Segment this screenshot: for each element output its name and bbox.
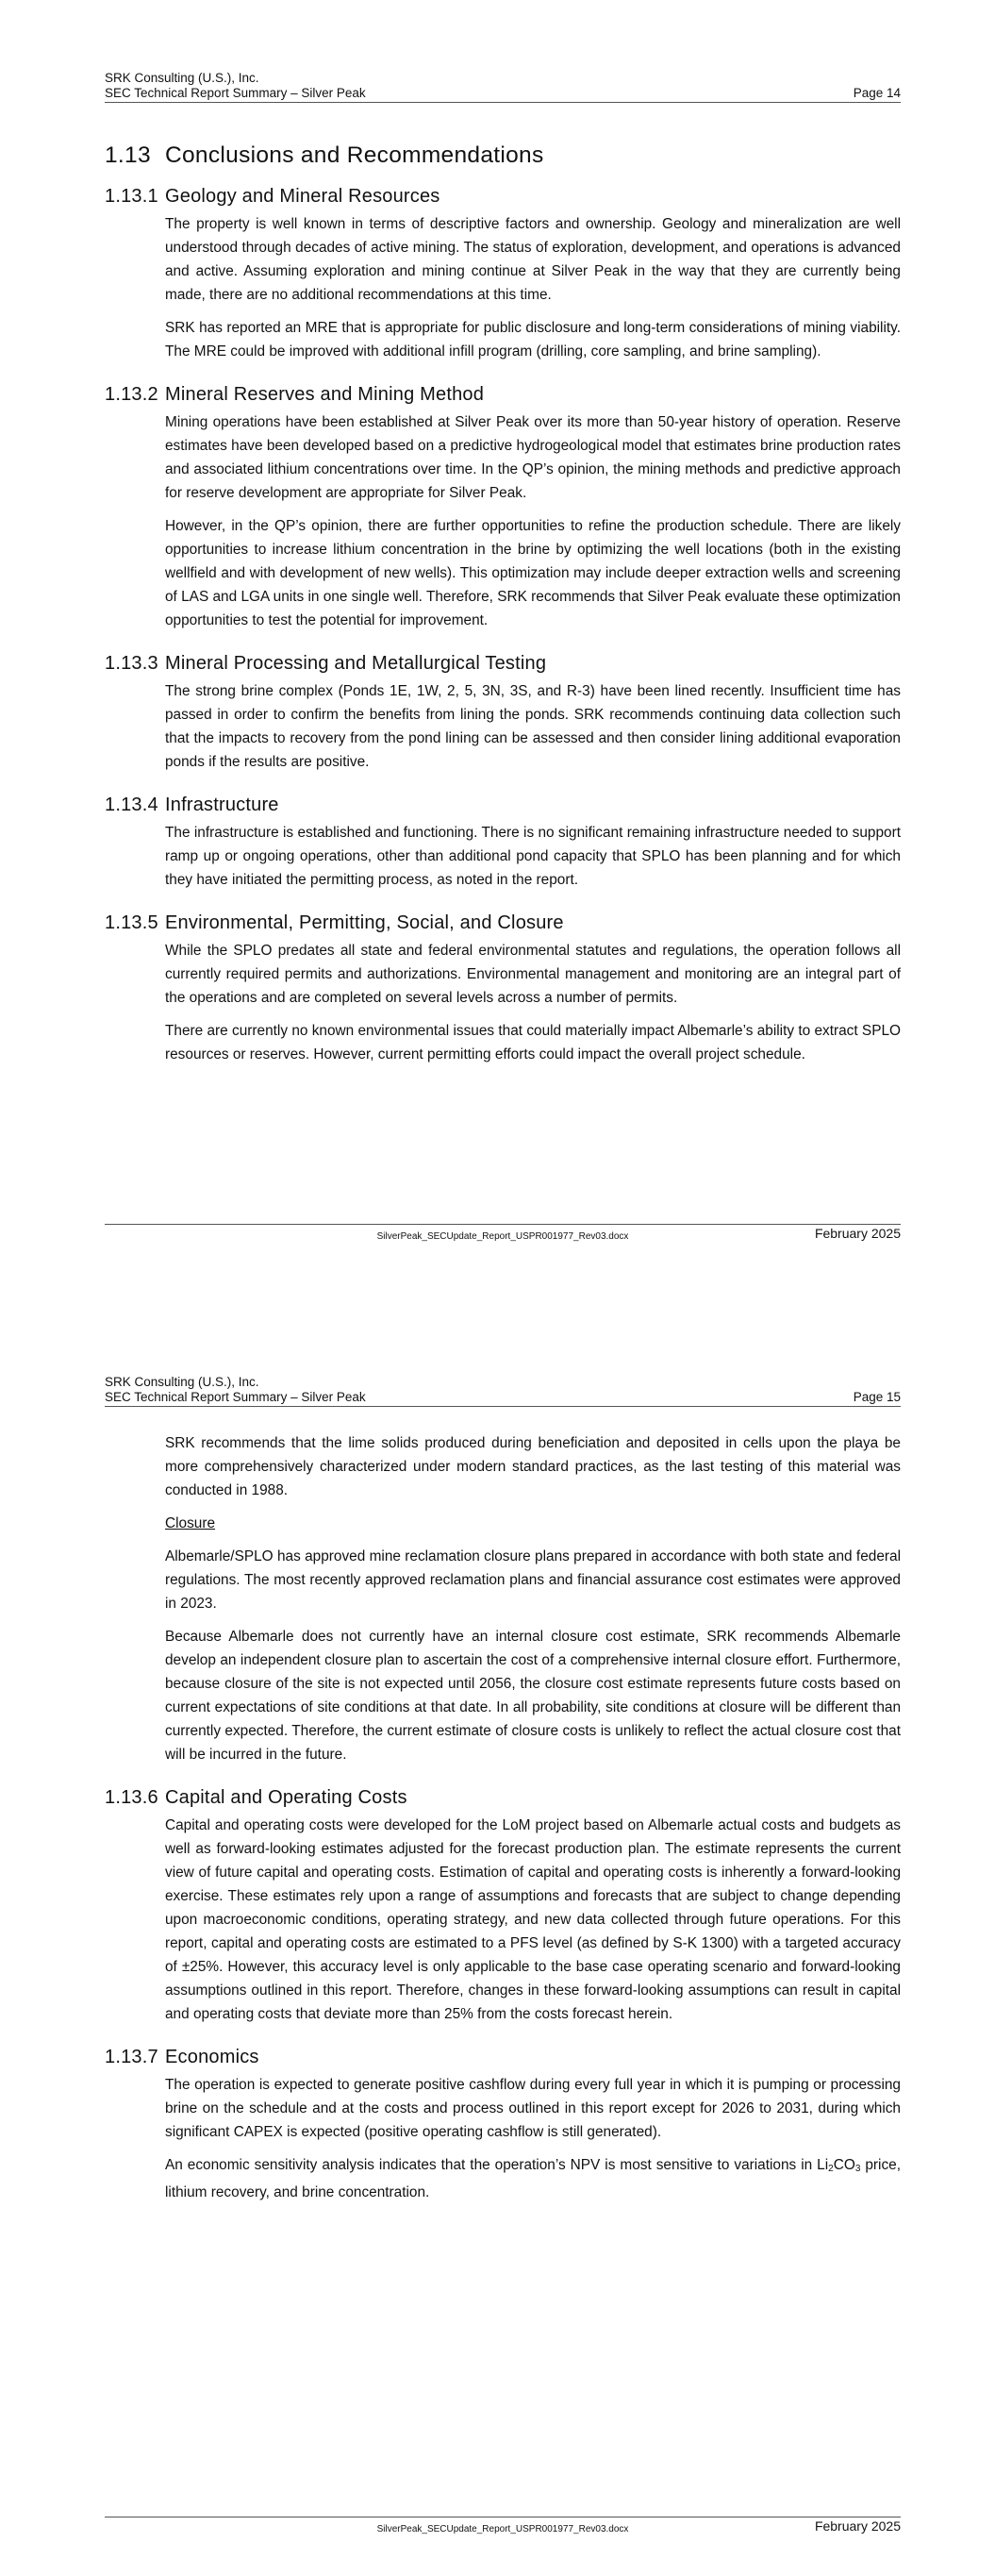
body-paragraph: SRK recommends that the lime solids produced during beneficiation and deposited in cells upon the playa be more comprehensively characterized under modern standard practices, as the last testing of this material was conducted in 1988. <box>165 1435 901 1498</box>
subsection-heading <box>105 1787 901 1809</box>
section-title: Conclusions and Recommendations <box>165 142 544 168</box>
body-paragraph: The operation is expected to generate positive cashflow during every full year in which it is pumping or processing brine on the schedule and at the costs and process outlined in this report except for 2026 to 2031, during which significant CAPEX is expected (positive operating cashflow is still generated). <box>165 2077 901 2140</box>
text-run: price, lithium recovery, and brine concentration. <box>165 2157 901 2200</box>
report-title: SEC Technical Report Summary – Silver Peak <box>105 1390 366 1404</box>
text-run: CO <box>833 2157 855 2173</box>
subsection-number: 1.13.3 <box>105 653 158 674</box>
header-rule <box>105 1406 901 1407</box>
subsection-title: Mineral Reserves and Mining Method <box>165 384 485 405</box>
report-title: SEC Technical Report Summary – Silver Peak <box>105 86 366 100</box>
company-name: SRK Consulting (U.S.), Inc. <box>105 71 259 85</box>
footer-date: February 2025 <box>814 2518 901 2534</box>
section-heading <box>105 142 901 169</box>
body-paragraph: Albemarle/SPLO has approved mine reclamation closure plans prepared in accordance with both state and federal regulations. The most recently approved reclamation plans and financial assurance cost estimates were approved in 2023. <box>165 1548 901 1612</box>
body-paragraph: SRK has reported an MRE that is appropriate for public disclosure and long-term considerations of mining viability. The MRE could be improved with additional infill program (drilling, core sampling, and brine sampling). <box>165 320 901 360</box>
body-paragraph: The infrastructure is established and functioning. There is no significant remaining infrastructure needed to support ramp up or ongoing operations, other than additional pond capacity that SPLO has been planning and for which they have initiated the permitting process, as noted in the report. <box>165 825 901 888</box>
page-body <box>105 142 901 1066</box>
subsection-title: Infrastructure <box>165 795 279 815</box>
body-paragraph <box>165 2153 901 2204</box>
closure-heading: Closure <box>165 1515 216 1531</box>
body-paragraph: However, in the QP’s opinion, there are further opportunities to refine the production schedule. There are likely opportunities to increase lithium concentration in the brine by optimizing the well locations (both in the existing wellfield and with development of new wells). This optimization may include deeper extraction wells and screening of LAS and LGA units in one single well. Therefore, SRK recommends that Silver Peak evaluate these optimization opportunities to test the potential for improvement. <box>165 518 901 628</box>
body-paragraph: Because Albemarle does not currently have an internal closure cost estimate, SRK recommends Albemarle develop an independent closure plan to ascertain the cost of a comprehensive internal closure effort. Furthermore, because closure of the site is not expected until 2056, the closure cost estimate represents future costs based on current expectations of site conditions at that date. In all probability, site conditions at closure will be different than currently expected. Therefore, the current estimate of closure costs is unlikely to reflect the actual closure cost that will be incurred in the future. <box>165 1629 901 1763</box>
subsection-title: Mineral Processing and Metallurgical Testing <box>165 653 547 674</box>
subsection-number: 1.13.1 <box>105 186 158 207</box>
footer-filename: SilverPeak_SECUpdate_Report_USPR001977_Rev03.docx <box>376 1231 629 1242</box>
section-number: 1.13 <box>105 142 151 168</box>
subsection-heading <box>105 795 901 816</box>
subsection-heading <box>105 2047 901 2068</box>
footer-date: February 2025 <box>814 1226 901 1241</box>
text-run: An economic sensitivity analysis indicates that the operation’s NPV is most sensitive to variations in Li <box>165 2157 829 2173</box>
company-name: SRK Consulting (U.S.), Inc. <box>105 1375 259 1389</box>
page-number: Page 14 <box>853 86 901 100</box>
page-number: Page 15 <box>853 1390 901 1404</box>
body-paragraph: While the SPLO predates all state and federal environmental statutes and regulations, the operation follows all currently required permits and authorizations. Environmental management and monitoring are an integral part of the operations and are completed on several levels across a number of permits. <box>165 943 901 1006</box>
subsection-number: 1.13.2 <box>105 384 158 405</box>
page-header <box>105 1375 901 1405</box>
body-paragraph: Mining operations have been established at Silver Peak over its more than 50-year history of operation. Reserve estimates have been developed based on a predictive hydrogeological model that estimates brine production rates and associated lithium concentrations over time. In the QP’s opinion, the mining methods and predictive approach for reserve development are appropriate for Silver Peak. <box>165 414 901 501</box>
subsection-title: Geology and Mineral Resources <box>165 186 440 207</box>
body-paragraph: The property is well known in terms of descriptive factors and ownership. Geology and mineralization are well understood through decades of active mining. The status of exploration, development, and operations is advanced and active. Assuming exploration and mining continue at Silver Peak in the way that they are currently being made, there are no additional recommendations at this time. <box>165 216 901 303</box>
subscript: 2 <box>828 2164 834 2174</box>
subsection-number: 1.13.5 <box>105 912 158 933</box>
page-body <box>105 1431 901 2204</box>
subsection-heading <box>105 912 901 934</box>
subsection-title: Environmental, Permitting, Social, and Closure <box>165 912 564 933</box>
header-rule <box>105 102 901 103</box>
body-paragraph: Capital and operating costs were developed for the LoM project based on Albemarle actual costs and budgets as well as forward-looking estimates adjusted for the forecast production plan. The estimate represents the current view of future capital and operating costs. Estimation of capital and operating costs is inherently a forward-looking exercise. These estimates rely upon a range of assumptions and forecasts that are subject to change depending upon macroeconomic conditions, operating strategy, and new data collected through future operations. For this report, capital and operating costs are estimated to a PFS level (as defined by S-K 1300) with a targeted accuracy of ±25%. However, this accuracy level is only applicable to the base case operating scenario and forward-looking assumptions outlined in this report. Therefore, changes in these forward-looking assumptions can result in capital and operating costs that deviate more than 25% from the costs forecast herein. <box>165 1817 901 2022</box>
subscript: 3 <box>854 2164 861 2174</box>
page-header <box>105 71 901 101</box>
body-paragraph: The strong brine complex (Ponds 1E, 1W, 2, 5, 3N, 3S, and R-3) have been lined recently. Insufficient time has passed in order to confirm the benefits from lining the ponds. SRK recommends continuing data collection such that the impacts to recovery from the pond lining can be assessed and then consider lining additional evaporation ponds if the results are positive. <box>165 683 901 770</box>
subsection-number: 1.13.7 <box>105 2047 158 2067</box>
subsection-number: 1.13.4 <box>105 795 158 815</box>
subsection-number: 1.13.6 <box>105 1787 158 1808</box>
report-page-15 <box>0 1293 995 2576</box>
subsection-title: Economics <box>165 2047 259 2067</box>
body-paragraph: There are currently no known environmental issues that could materially impact Albemarle’s ability to extract SPLO resources or reserves. However, current permitting efforts could impact the overall project schedule. <box>165 1023 901 1062</box>
subsection-heading <box>105 384 901 406</box>
subsection-title: Capital and Operating Costs <box>165 1787 407 1808</box>
subsection-heading <box>105 186 901 208</box>
footer-filename: SilverPeak_SECUpdate_Report_USPR001977_Rev03.docx <box>376 2524 629 2534</box>
subsection-heading <box>105 653 901 675</box>
footer-rule <box>105 1224 901 1225</box>
